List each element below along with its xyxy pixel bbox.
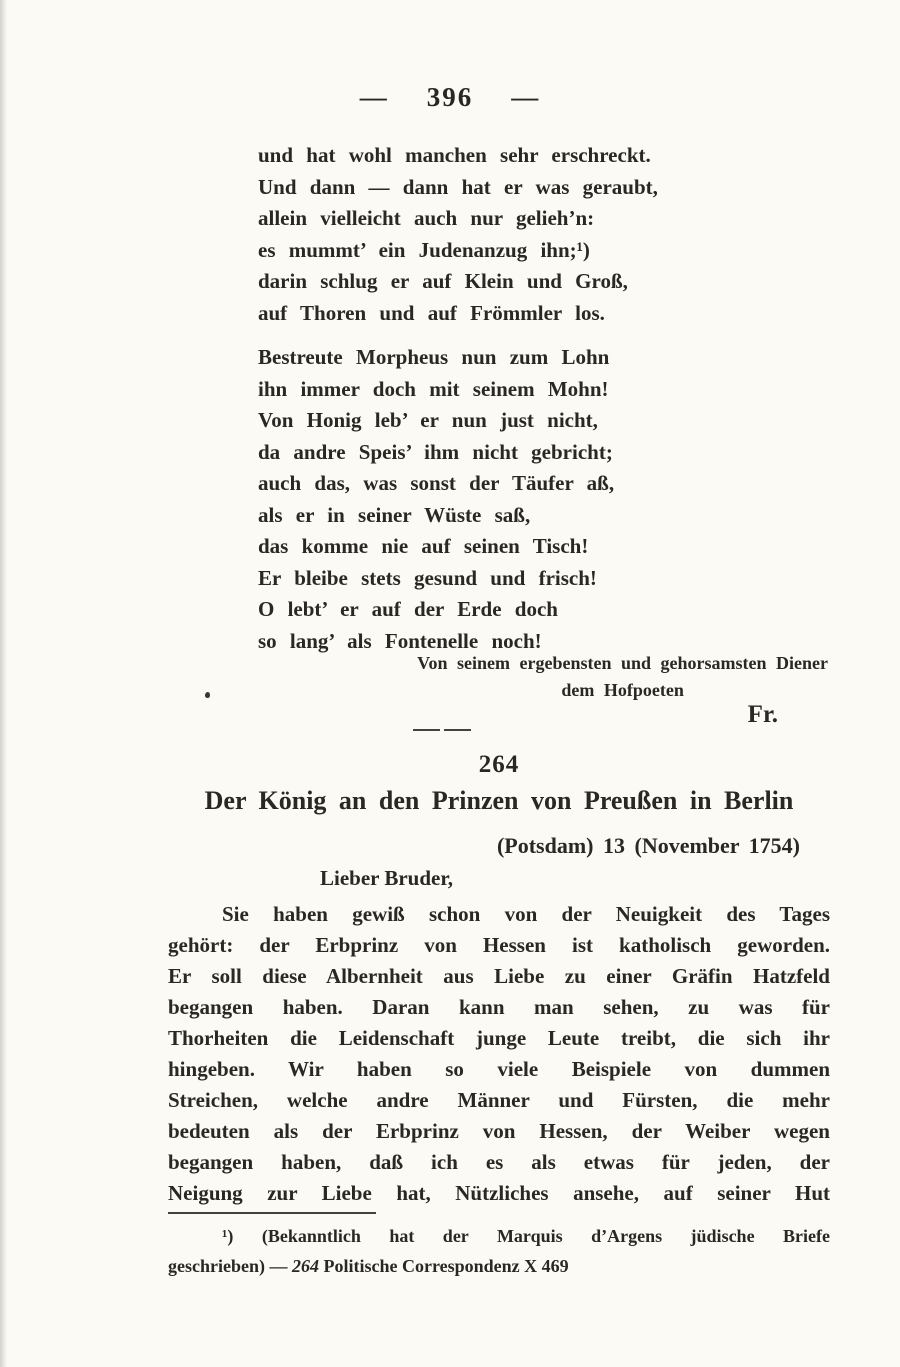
poem-line: O lebt’ er auf der Erde doch [258,597,558,621]
dateline: (Potsdam) 13 (November 1754) [496,833,800,858]
closing-line: dem Hofpoeten [561,680,684,700]
letter-body-line: gehört: der Erbprinz von Hessen ist katholisch geworden. [168,933,830,957]
footnote-rule [168,1212,376,1214]
footnote-text: geschrieben) — [168,1256,292,1276]
poem-line: Er bleibe stets gesund und frisch! [258,565,597,590]
divider-segment [413,729,440,731]
footnote-ref-number: 264 [291,1256,319,1276]
letter-body-line: Streichen, welche andre Männer und Fürsten, die mehr [168,1088,830,1112]
poem-line: als er in seiner Wüste saß, [258,502,531,527]
poem-line: ihn immer doch mit seinem Mohn! [258,376,609,401]
section-divider [413,729,471,731]
footnote-marker: ¹) [222,1226,234,1246]
poem [258,140,658,657]
page-edge-shadow [0,0,7,1367]
poem-stanza-1 [258,140,658,329]
page-number: 396 [426,82,474,112]
poem-line: und hat wohl manchen sehr erschreckt. [258,143,651,167]
footnote-line [168,1221,830,1251]
poem-line: das komme nie auf seinen Tisch! [258,534,589,558]
letter-body-line: Sie haben gewiß schon von der Neuigkeit des Tages [222,902,830,926]
ink-spot [205,692,210,698]
footnote-text: (Bekanntlich hat der Marquis d’Argens jüdische Briefe [261,1226,830,1246]
letter-body-line: begangen haben, daß ich es als etwas für jeden, der [168,1150,830,1174]
signature: Fr. [747,701,778,728]
footnote-line [168,1251,830,1281]
poem-line: Von Honig leb’ er nun just nicht, [258,408,598,432]
letter-body-line: Thorheiten die Leidenschaft junge Leute treibt, die sich ihr [168,1026,830,1050]
letter-body-line: bedeuten als der Erbprinz von Hessen, der Weiber wegen [168,1119,830,1143]
poem-line: es mummt’ ein Judenanzug ihn;¹) [258,237,590,262]
closing-line: Von seinem ergebensten und gehorsamsten Diener [417,653,828,673]
footnote-text: Politische Correspondenz X 469 [318,1256,569,1276]
poem-line: Bestreute Morpheus nun zum Lohn [258,345,610,369]
poem-line: so lang’ als Fontenelle noch! [258,628,542,653]
poem-line: allein vielleicht auch nur gelieh’n: [258,206,595,230]
letter-body-line: hingeben. Wir haben so viele Beispiele von dummen [168,1057,830,1081]
divider-segment [444,729,471,731]
letter-heading: Der König an den Prinzen von Preußen in Berlin [204,786,794,815]
page-header [0,82,900,113]
poem-line: auf Thoren und auf Frömmler los. [258,300,605,325]
poem-line: darin schlug er auf Klein und Groß, [258,269,628,293]
poem-closing [417,650,828,704]
salutation: Lieber Bruder, [320,866,454,890]
letter-body [168,899,830,1209]
poem-line: auch das, was sonst der Täufer aß, [258,471,615,495]
letter-number: 264 [478,751,520,778]
poem-line: Und dann — dann hat er was geraubt, [258,174,658,199]
letter-body-line: Neigung zur Liebe hat, Nützliches ansehe, auf seiner Hut [168,1181,830,1205]
poem-stanza-2 [258,342,658,657]
letter-body-line: Er soll diese Albernheit aus Liebe zu einer Gräfin Hatzfeld [168,964,830,988]
poem-line: da andre Speis’ ihm nicht gebricht; [258,439,613,464]
footnote [168,1221,830,1281]
header-dash-left: — [359,82,389,112]
letter-body-line: begangen haben. Daran kann man sehen, zu was für [168,995,830,1019]
header-dash-right: — [511,82,541,112]
